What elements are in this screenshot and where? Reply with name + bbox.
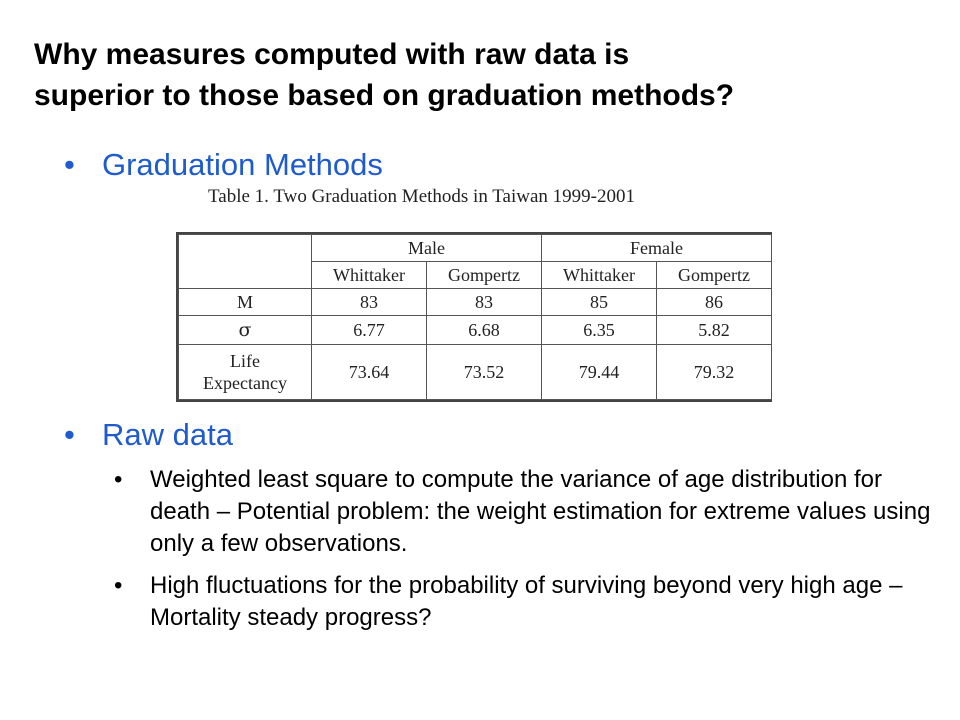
bullet-raw-data-label: Raw data <box>102 417 233 452</box>
sub-bullet-text: Weighted least square to compute the variance of age distribution for death – Potential problem: the weight estimation for extreme values using only a few observations. <box>150 466 931 557</box>
slide-title-line-1: Why measures computed with raw data is <box>34 38 630 71</box>
table-cell: 79.32 <box>656 345 771 400</box>
table-cell: 6.77 <box>312 316 427 345</box>
row-label-m: M <box>179 289 312 316</box>
header-method: Gompertz <box>656 262 771 289</box>
table-cell: 83 <box>312 289 427 316</box>
row-label-line: Life <box>230 351 260 371</box>
table-caption: Table 1. Two Graduation Methods in Taiwan 1999-2001 <box>208 186 635 207</box>
table-corner-cell <box>179 235 312 289</box>
bullet-graduation-methods-label: Graduation Methods <box>102 147 383 182</box>
table-cell: 5.82 <box>656 316 771 345</box>
slide-title <box>34 34 934 116</box>
bullet-dot: • <box>114 466 123 493</box>
bullet-dot: • <box>64 147 75 182</box>
row-label-life-expectancy <box>179 345 312 400</box>
header-method: Whittaker <box>541 262 656 289</box>
table-cell: 85 <box>541 289 656 316</box>
table-cell: 83 <box>426 289 541 316</box>
header-female: Female <box>541 235 771 262</box>
sub-bullet-item <box>114 570 934 634</box>
graduation-methods-table <box>176 232 772 402</box>
table-cell: 6.68 <box>426 316 541 345</box>
raw-data-sub-bullets <box>114 464 934 644</box>
sub-bullet-item <box>114 464 934 560</box>
table-cell: 79.44 <box>541 345 656 400</box>
table-cell: 73.52 <box>426 345 541 400</box>
row-label-line: Expectancy <box>203 373 287 393</box>
sub-bullet-text: High fluctuations for the probability of surviving beyond very high age – Mortality steady progress? <box>150 572 903 631</box>
table-cell: 6.35 <box>541 316 656 345</box>
header-male: Male <box>312 235 542 262</box>
header-method: Gompertz <box>426 262 541 289</box>
bullet-dot: • <box>114 572 123 599</box>
row-label-sigma: σ <box>179 316 312 345</box>
table-cell: 73.64 <box>312 345 427 400</box>
slide-title-line-2: superior to those based on graduation methods? <box>34 79 735 112</box>
bullet-dot: • <box>64 417 75 452</box>
header-method: Whittaker <box>312 262 427 289</box>
table-cell: 86 <box>656 289 771 316</box>
